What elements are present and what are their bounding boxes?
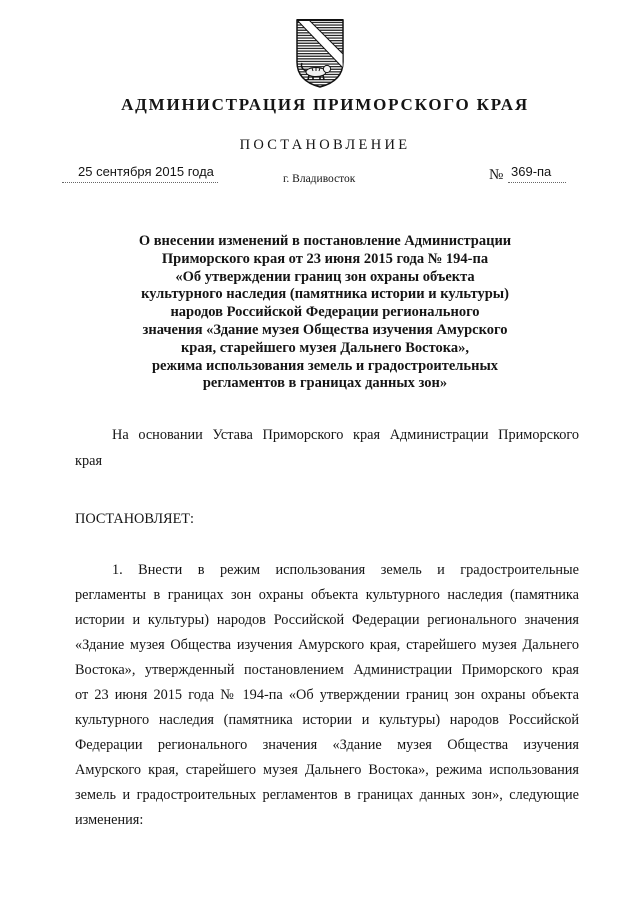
clause-line: Федерации регионального значения «Здание музея Общества изучения [75, 737, 579, 753]
subject-line: народов Российской Федерации регионального [170, 304, 480, 321]
subject-line: режима использования земель и градостроительных [151, 357, 499, 374]
preamble-line: На основании Устава Приморского края Администрации Приморского [112, 427, 579, 443]
clause-line: земель и градостроительных регламентов в границах данных зон», следующие [75, 787, 579, 803]
clause-line: культурного наследия (памятника истории и культуры) народов Российской [75, 712, 579, 728]
clause-line: «Здание музея Общества изучения Амурского края, старейшего музея Дальнего [75, 637, 579, 653]
subject-line: значения «Здание музея Общества изучения Амурского [142, 321, 508, 338]
organization-title: АДМИНИСТРАЦИЯ ПРИМОРСКОГО КРАЯ [121, 95, 529, 114]
clause-line: Амурского края, старейшего музея Дальнего Востока», режима использования [75, 762, 579, 778]
preamble-line: края [75, 453, 103, 469]
coat-of-arms-icon [294, 14, 346, 90]
document-number: 369-па [511, 164, 552, 179]
subject-line: регламентов в границах данных зон» [202, 375, 448, 392]
clause-line: регламенты в границах зон охраны объекта культурного наследия (памятника [75, 587, 579, 603]
document-date: 25 сентября 2015 года [78, 164, 214, 179]
subject-line: края, старейшего музея Дальнего Востока», [180, 339, 470, 356]
document-city: г. Владивосток [283, 173, 356, 185]
clause-line: истории и культуры) народов Российской Федерации регионального значения [75, 612, 579, 628]
subject-line: «Об утверждении границ зон охраны объекта [175, 268, 475, 285]
document-type: ПОСТАНОВЛЕНИЕ [239, 137, 411, 153]
number-underline [508, 182, 566, 183]
subject-line: Приморского края от 23 июня 2015 года № 194-па [161, 250, 489, 267]
clause-line: Востока», утвержденный постановлением Администрации Приморского края [75, 662, 579, 678]
subject-line: О внесении изменений в постановление Администрации [138, 233, 512, 249]
clause-1-paragraph [75, 558, 579, 833]
document-subject [60, 233, 590, 393]
date-underline [62, 182, 218, 183]
number-sign: № [489, 167, 504, 183]
clause-line: 1. Внести в режим использования земель и градостроительные [112, 562, 579, 578]
clause-line: от 23 июня 2015 года № 194-па «Об утверждении границ зон охраны объекта [75, 687, 579, 703]
decree-heading: ПОСТАНОВЛЯЕТ: [75, 511, 195, 527]
clause-line: изменения: [75, 812, 144, 828]
preamble-paragraph [75, 422, 579, 474]
subject-line: культурного наследия (памятника истории и культуры) [141, 286, 509, 303]
